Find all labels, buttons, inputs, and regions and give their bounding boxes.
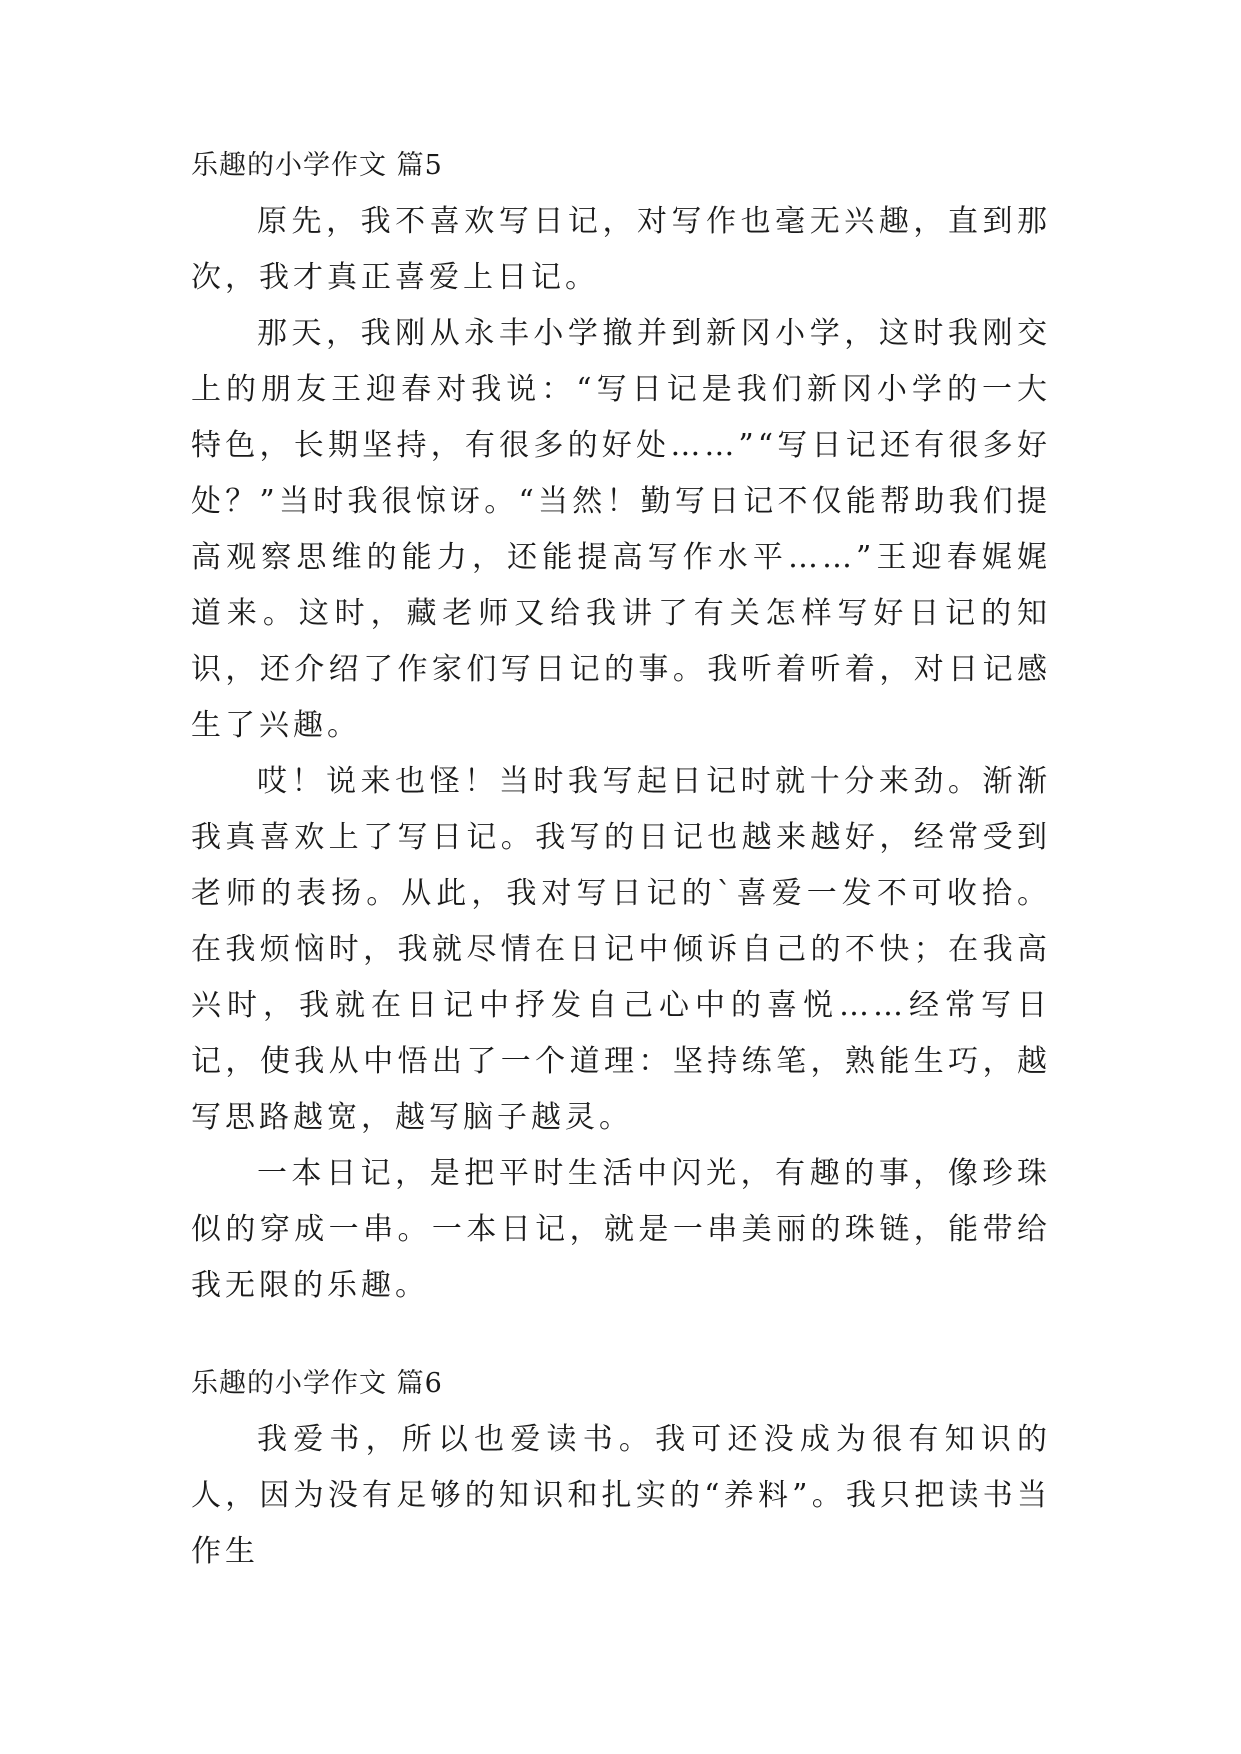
paragraph: 一本日记，是把平时生活中闪光，有趣的事，像珍珠似的穿成一串。一本日记，就是一串美丽的珠链，能带给我无限的乐趣。 (191, 1156, 1051, 1303)
section-body (191, 194, 1051, 1314)
paragraph: 原先，我不喜欢写日记，对写作也毫无兴趣，直到那次，我才真正喜爱上日记。 (191, 204, 1051, 295)
section-title: 乐趣的小学作文 篇5 (191, 150, 443, 181)
paragraph: 哎！说来也怪！当时我写起日记时就十分来劲。渐渐我真喜欢上了写日记。我写的日记也越来越好，经常受到老师的表扬。从此，我对写日记的`喜爱一发不可收拾。在我烦恼时，我就尽情在日记中倾诉自己的不快；在我高兴时，我就在日记中抒发自己心中的喜悦……经常写日记，使我从中悟出了一个道理：坚持练笔，熟能生巧，越写思路越宽，越写脑子越灵。 (191, 764, 1051, 1135)
paragraph: 我爱书，所以也爱读书。我可还没成为很有知识的人，因为没有足够的知识和扎实的“养料”。我只把读书当作生 (191, 1422, 1051, 1569)
section-body (191, 1412, 1051, 1580)
section-title: 乐趣的小学作文 篇6 (191, 1368, 443, 1399)
paragraph: 那天，我刚从永丰小学撤并到新冈小学，这时我刚交上的朋友王迎春对我说：“写日记是我们新冈小学的一大特色，长期坚持，有很多的好处……”“写日记还有很多好处？”当时我很惊讶。“当然！勤写日记不仅能帮助我们提高观察思维的能力，还能提高写作水平……”王迎春娓娓道来。这时，藏老师又给我讲了有关怎样写好日记的知识，还介绍了作家们写日记的事。我听着听着，对日记感生了兴趣。 (191, 316, 1051, 743)
